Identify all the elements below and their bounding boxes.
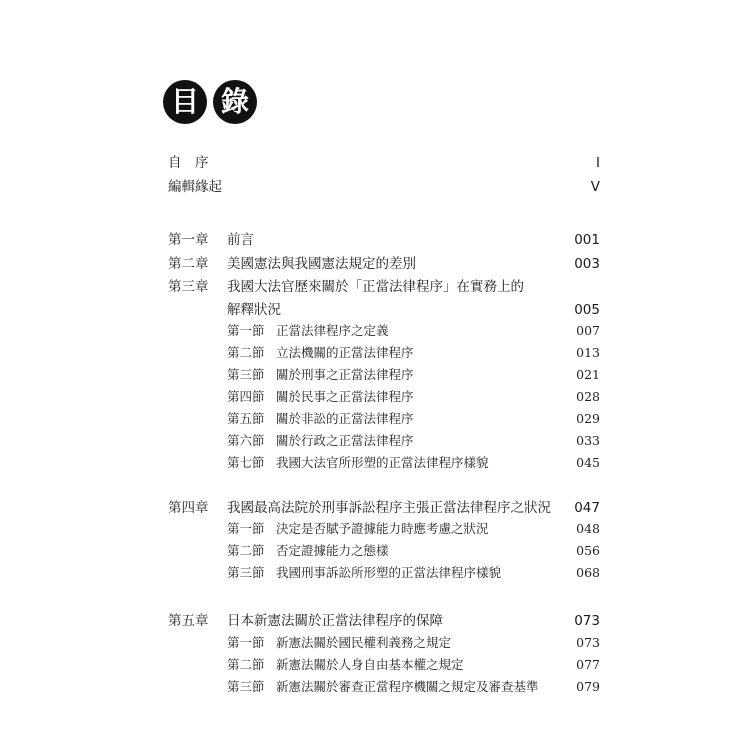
- toc-section-5-1[interactable]: [0, 632, 750, 654]
- section-page: 029: [576, 411, 600, 426]
- title-char-2: 錄: [213, 80, 257, 124]
- section-label: 第二節: [227, 345, 265, 360]
- chapter-page: 047: [574, 500, 600, 516]
- toc-section-3-6[interactable]: [0, 430, 750, 452]
- section-page: 079: [576, 679, 600, 694]
- chapter-title: 我國大法官歷來關於「正當法律程序」在實務上的: [227, 279, 524, 295]
- chapter-page: 005: [574, 302, 600, 318]
- section-title: 正當法律程序之定義: [276, 323, 389, 338]
- chapter-title-continued: 解釋狀況: [227, 302, 281, 318]
- section-label: 第二節: [227, 543, 265, 558]
- section-page: 013: [576, 345, 600, 360]
- toc-chapter-5[interactable]: [0, 610, 750, 632]
- toc-entry-editorial[interactable]: [0, 176, 750, 198]
- section-title: 關於民事之正當法律程序: [276, 389, 414, 404]
- section-label: 第一節: [227, 635, 265, 650]
- section-label: 第一節: [227, 323, 265, 338]
- toc-section-3-1[interactable]: [0, 320, 750, 342]
- chapter-label: 第四章: [168, 500, 209, 516]
- section-page: 007: [576, 323, 600, 338]
- section-page: 033: [576, 433, 600, 448]
- entry-title: 編輯緣起: [168, 179, 222, 195]
- section-label: 第四節: [227, 389, 265, 404]
- section-label: 第五節: [227, 411, 265, 426]
- entry-page: I: [596, 155, 600, 171]
- section-label: 第三節: [227, 367, 265, 382]
- chapter-title: 前言: [227, 232, 254, 248]
- section-title: 關於刑事之正當法律程序: [276, 367, 414, 382]
- chapter-label: 第五章: [168, 613, 209, 629]
- toc-section-3-2[interactable]: [0, 342, 750, 364]
- chapter-label: 第三章: [168, 279, 209, 295]
- section-label: 第六節: [227, 433, 265, 448]
- toc-section-5-2[interactable]: [0, 654, 750, 676]
- section-page: 048: [576, 521, 600, 536]
- section-title: 新憲法關於人身自由基本權之規定: [276, 657, 464, 672]
- section-title: 關於非訟的正當法律程序: [276, 411, 414, 426]
- toc-section-3-4[interactable]: [0, 386, 750, 408]
- chapter-label: 第二章: [168, 256, 209, 272]
- chapter-label: 第一章: [168, 232, 209, 248]
- toc-chapter-3-continued[interactable]: [0, 299, 750, 321]
- toc-chapter-2[interactable]: [0, 253, 750, 275]
- page-title: [163, 80, 257, 124]
- toc-section-3-7[interactable]: [0, 452, 750, 474]
- chapter-page: 001: [574, 232, 600, 248]
- section-page: 068: [576, 565, 600, 580]
- section-title: 新憲法關於審查正當程序機關之規定及審查基準: [276, 679, 539, 694]
- section-page: 021: [576, 367, 600, 382]
- toc-section-5-3[interactable]: [0, 676, 750, 698]
- chapter-page: 073: [574, 613, 600, 629]
- section-page: 028: [576, 389, 600, 404]
- toc-entry-preface[interactable]: [0, 152, 750, 174]
- entry-title: 自 序: [168, 155, 209, 171]
- toc-chapter-1[interactable]: [0, 229, 750, 251]
- toc-section-4-3[interactable]: [0, 562, 750, 584]
- toc-section-4-1[interactable]: [0, 518, 750, 540]
- toc-chapter-3[interactable]: [0, 276, 750, 298]
- section-page: 077: [576, 657, 600, 672]
- section-label: 第三節: [227, 565, 265, 580]
- chapter-page: 003: [574, 256, 600, 272]
- chapter-title: 日本新憲法關於正當法律程序的保障: [227, 613, 443, 629]
- chapter-title: 美國憲法與我國憲法規定的差別: [227, 256, 416, 272]
- section-label: 第七節: [227, 455, 265, 470]
- section-page: 045: [576, 455, 600, 470]
- section-title: 關於行政之正當法律程序: [276, 433, 414, 448]
- section-title: 我國刑事訴訟所形塑的正當法律程序樣貌: [276, 565, 502, 580]
- section-title: 立法機關的正當法律程序: [276, 345, 414, 360]
- toc-chapter-4[interactable]: [0, 497, 750, 519]
- toc-section-3-3[interactable]: [0, 364, 750, 386]
- section-page: 056: [576, 543, 600, 558]
- title-char-1: 目: [163, 80, 207, 124]
- section-page: 073: [576, 635, 600, 650]
- section-title: 我國大法官所形塑的正當法律程序樣貌: [276, 455, 489, 470]
- section-title: 決定是否賦予證據能力時應考慮之狀況: [276, 521, 489, 536]
- section-label: 第三節: [227, 679, 265, 694]
- section-title: 否定證據能力之態樣: [276, 543, 389, 558]
- section-title: 新憲法關於國民權利義務之規定: [276, 635, 452, 650]
- section-label: 第二節: [227, 657, 265, 672]
- toc-section-3-5[interactable]: [0, 408, 750, 430]
- entry-page: V: [590, 179, 600, 195]
- chapter-title: 我國最高法院於刑事訴訟程序主張正當法律程序之狀況: [227, 500, 551, 516]
- section-label: 第一節: [227, 521, 265, 536]
- toc-section-4-2[interactable]: [0, 540, 750, 562]
